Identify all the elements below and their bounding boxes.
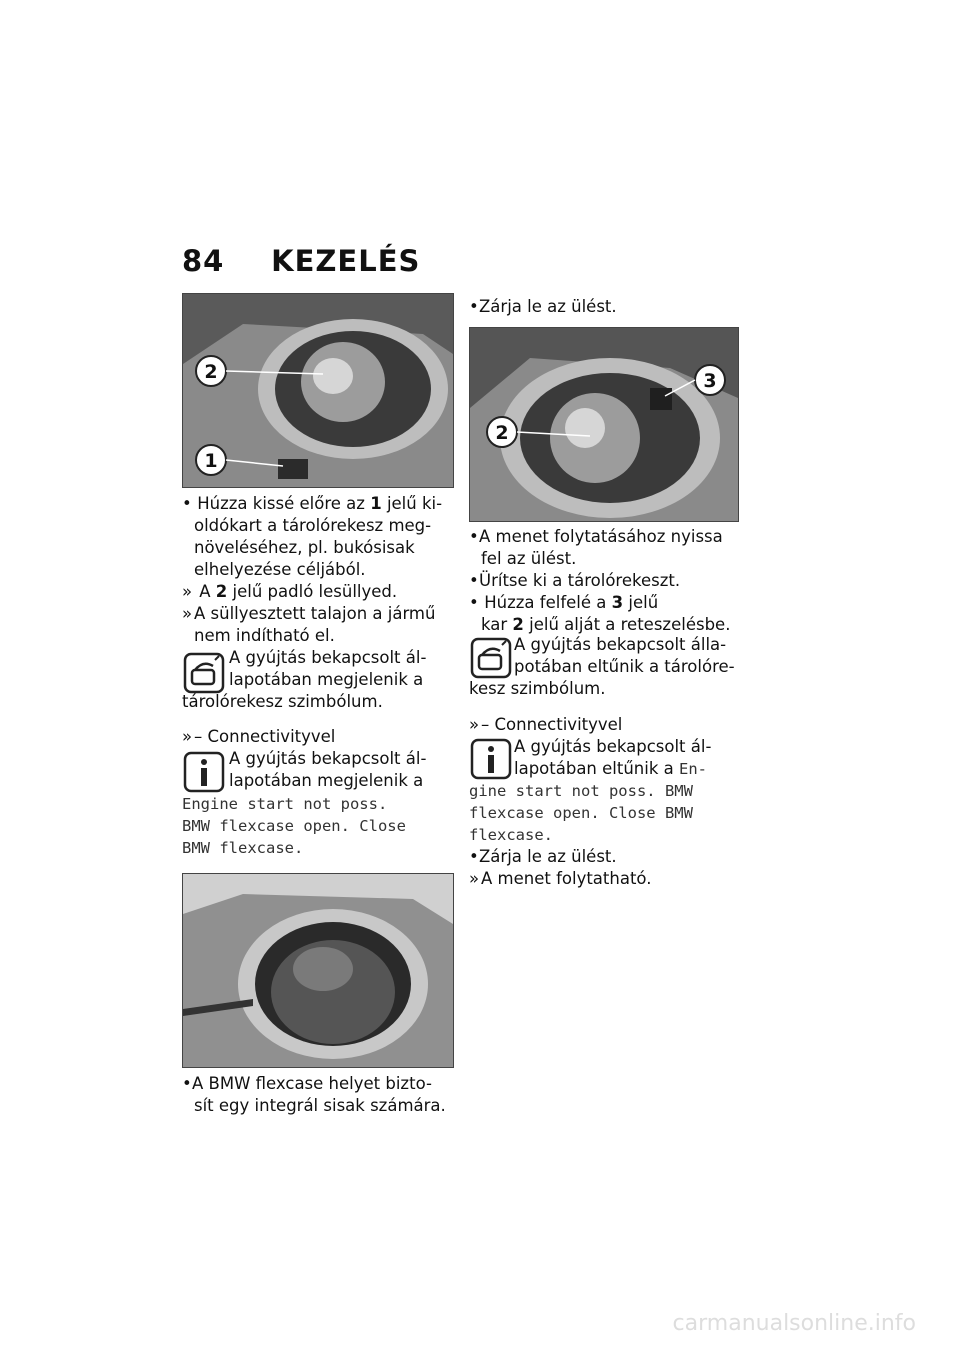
display-message: gine start not poss. BMW <box>469 782 693 800</box>
note-storage-symbol-cont <box>182 691 383 713</box>
connectivity-heading-right <box>469 714 622 736</box>
note-connectivity-right-message <box>469 780 693 846</box>
result-item-text: nem indítható el. <box>194 626 335 645</box>
photo2-label-2: 2 <box>495 422 509 444</box>
note-storage-symbol-right <box>514 634 754 678</box>
note-text: tárolórekesz szimbólum. <box>182 692 383 711</box>
list-item: • A menet folytatásához nyissa <box>469 526 744 548</box>
connectivity-label: » – Connectivityvel <box>182 726 335 748</box>
note-storage-symbol <box>229 647 469 691</box>
photo1-label-2: 2 <box>204 361 218 383</box>
storage-compartment-photo-2 <box>469 327 739 522</box>
display-message: BMW flexcase. <box>182 839 304 857</box>
connectivity-label: » – Connectivityvel <box>469 714 622 736</box>
photo1-label-1: 1 <box>204 450 218 472</box>
note-text: A gyújtás bekapcsolt álla- <box>514 635 727 654</box>
list-item-text: kar 2 jelű alját a reteszelésbe. <box>481 615 731 634</box>
note-text: potában eltűnik a tárolóre- <box>514 657 735 676</box>
result-item: » A menet folytatható. <box>469 868 651 890</box>
list-item: • Húzza kissé előre az 1 jelű ki- <box>182 493 457 515</box>
list-item: • Zárja le az ülést. <box>469 296 617 318</box>
display-message: BMW flexcase open. Close <box>182 817 406 835</box>
storage-compartment-photo-1 <box>182 293 454 488</box>
page-number: 84 <box>182 244 225 278</box>
list-item-text: növeléséhez, pl. bukósisak <box>194 538 415 557</box>
note-text: lapotában megjelenik a <box>229 670 424 689</box>
note-text: A gyújtás bekapcsolt ál- <box>229 749 427 768</box>
note-text: lapotában megjelenik a <box>229 771 424 790</box>
note-storage-symbol-right-cont <box>469 678 605 700</box>
storage-symbol-icon <box>470 637 512 679</box>
note-text: kesz szimbólum. <box>469 679 606 698</box>
flexcase-info <box>182 1073 457 1117</box>
note-connectivity-message <box>182 793 406 859</box>
watermark: carmanualsonline.info <box>672 1311 916 1336</box>
left-column <box>182 493 457 647</box>
info-icon <box>470 738 512 780</box>
result-item: » A 2 jelű padló lesüllyed. <box>182 581 457 603</box>
photo2-label-3: 3 <box>703 370 717 392</box>
flexcase-helmet-photo <box>182 873 454 1068</box>
list-item: • Ürítse ki a tárolórekeszt. <box>469 570 744 592</box>
note-text: A gyújtás bekapcsolt ál- <box>229 648 427 667</box>
right-bottom <box>469 846 651 890</box>
right-column <box>469 526 744 636</box>
display-message: flexcase. <box>469 826 553 844</box>
display-message: flexcase open. Close BMW <box>469 804 693 822</box>
page-header <box>182 244 420 278</box>
list-item: • Zárja le az ülést. <box>469 846 651 868</box>
list-item: • Húzza felfelé a 3 jelű <box>469 592 744 614</box>
list-item: • A BMW flexcase helyet bizto- <box>182 1073 457 1095</box>
display-message: En- <box>679 760 707 778</box>
connectivity-heading <box>182 726 335 748</box>
list-item-text: fel az ülést. <box>481 549 577 568</box>
display-message: Engine start not poss. <box>182 795 388 813</box>
note-connectivity <box>229 748 469 792</box>
info-icon <box>183 751 225 793</box>
list-item-text: elhelyezése céljából. <box>194 560 366 579</box>
right-top <box>469 296 617 318</box>
result-item: » A süllyesztett talajon a jármű <box>182 603 457 625</box>
storage-symbol-icon <box>183 652 225 694</box>
note-connectivity-right <box>514 736 754 780</box>
note-text: lapotában eltűnik a <box>514 759 674 778</box>
list-item-text: sít egy integrál sisak számára. <box>194 1096 446 1115</box>
note-text: A gyújtás bekapcsolt ál- <box>514 737 712 756</box>
page-title: KEZELÉS <box>271 244 421 278</box>
list-item-text: oldókart a tárolórekesz meg- <box>194 516 432 535</box>
